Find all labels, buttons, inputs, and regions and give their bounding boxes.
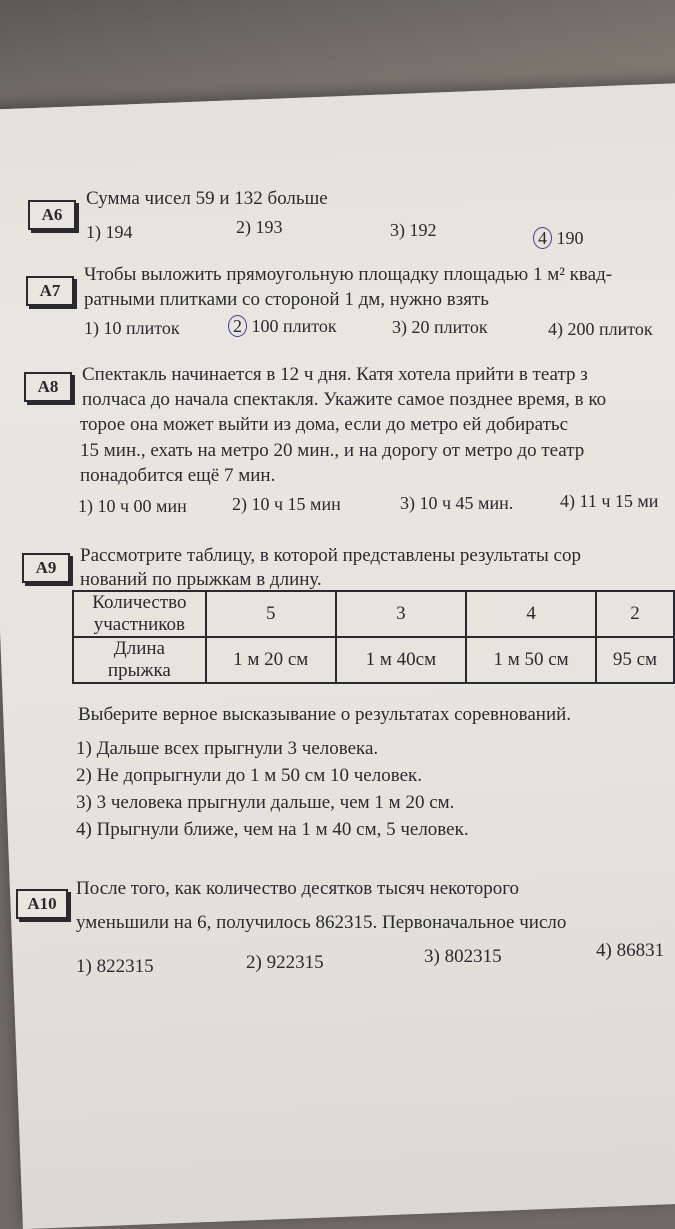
header-line: Длина [113,638,165,659]
option-1: 1) 10 ч 00 мин [78,496,187,516]
option-4 [533,228,584,249]
question-line-4: 15 мин., ехать на метро 20 мин., и на дорогу от метро до театр [80,440,585,461]
option-4: 4) 11 ч 15 ми [560,491,659,511]
row-header-length [73,637,206,683]
option-1: 1) 822315 [76,956,154,977]
option-4: 4) 200 плиток [548,319,653,339]
header-line: участников [93,614,186,635]
table-row [73,591,674,637]
question-line-1: После того, как количество десятков тысяч некоторого [76,878,520,899]
option-1: 1) 194 [86,222,133,242]
option-2: 2) 922315 [246,952,324,973]
question-tag: А10 [16,889,68,919]
question-prompt: Выберите верное высказывание о результатах соревнований. [78,704,572,725]
table-cell: 95 см [596,637,674,683]
question-line-2: полчаса до начала спектакля. Укажите самое позднее время, в ко [82,389,607,410]
header-line: прыжка [107,660,171,681]
answer-mark: 4 [533,227,552,249]
table-cell: 1 м 40см [336,637,467,683]
question-tag: А6 [28,200,76,230]
option-2: 2) 193 [236,217,283,237]
option-3: 3) 20 плиток [392,317,488,337]
question-line-2: нований по прыжкам в длину. [80,569,322,590]
question-line-1: Спектакль начинается в 12 ч дня. Катя хотела прийти в театр з [82,364,588,385]
question-line-5: понадобится ещё 7 мин. [80,465,276,486]
question-line-3: торое она может выйти из дома, если до метро ей добиратьс [80,414,569,435]
option-1: 1) 10 плиток [84,318,180,338]
option-2-text: 100 плиток [251,316,337,336]
option-3: 3) 10 ч 45 мин. [400,493,514,513]
table-row [73,637,674,683]
option-2 [228,316,337,337]
option-2: 2) Не допрыгнули до 1 м 50 см 10 человек. [76,765,422,786]
question-line-2: уменьшили на 6, получилось 862315. Первоначальное число [76,912,567,933]
option-4-text: 190 [556,228,584,248]
question-line-2: ратными плитками со стороной 1 дм, нужно взять [84,289,489,310]
header-line: Количество [92,592,187,613]
table-cell: 2 [596,591,674,637]
option-3: 3) 192 [390,220,437,240]
table-cell: 1 м 50 см [466,637,596,683]
question-line-1: Чтобы выложить прямоугольную площадку площадью 1 м² квад- [84,264,613,285]
option-2: 2) 10 ч 15 мин [232,494,341,514]
option-4: 4) Прыгнули ближе, чем на 1 м 40 см, 5 человек. [76,819,469,840]
option-3: 3) 3 человека прыгнули дальше, чем 1 м 20 см. [76,792,455,813]
option-1: 1) Дальше всех прыгнули 3 человека. [76,738,379,759]
question-tag: А9 [22,553,70,583]
option-4: 4) 86831 [596,940,665,961]
question-tag: А8 [24,372,72,402]
table-cell: 5 [206,591,336,637]
table-cell: 1 м 20 см [206,637,336,683]
row-header-participants [73,591,206,637]
question-tag: А7 [26,276,74,306]
answer-mark: 2 [228,315,247,337]
table-cell: 4 [466,591,596,637]
question-line-1: Рассмотрите таблицу, в которой представлены результаты сор [80,545,581,566]
table-cell: 3 [336,591,467,637]
results-table [72,590,675,684]
option-3: 3) 802315 [424,946,502,967]
question-text: Сумма чисел 59 и 132 больше [86,188,328,209]
